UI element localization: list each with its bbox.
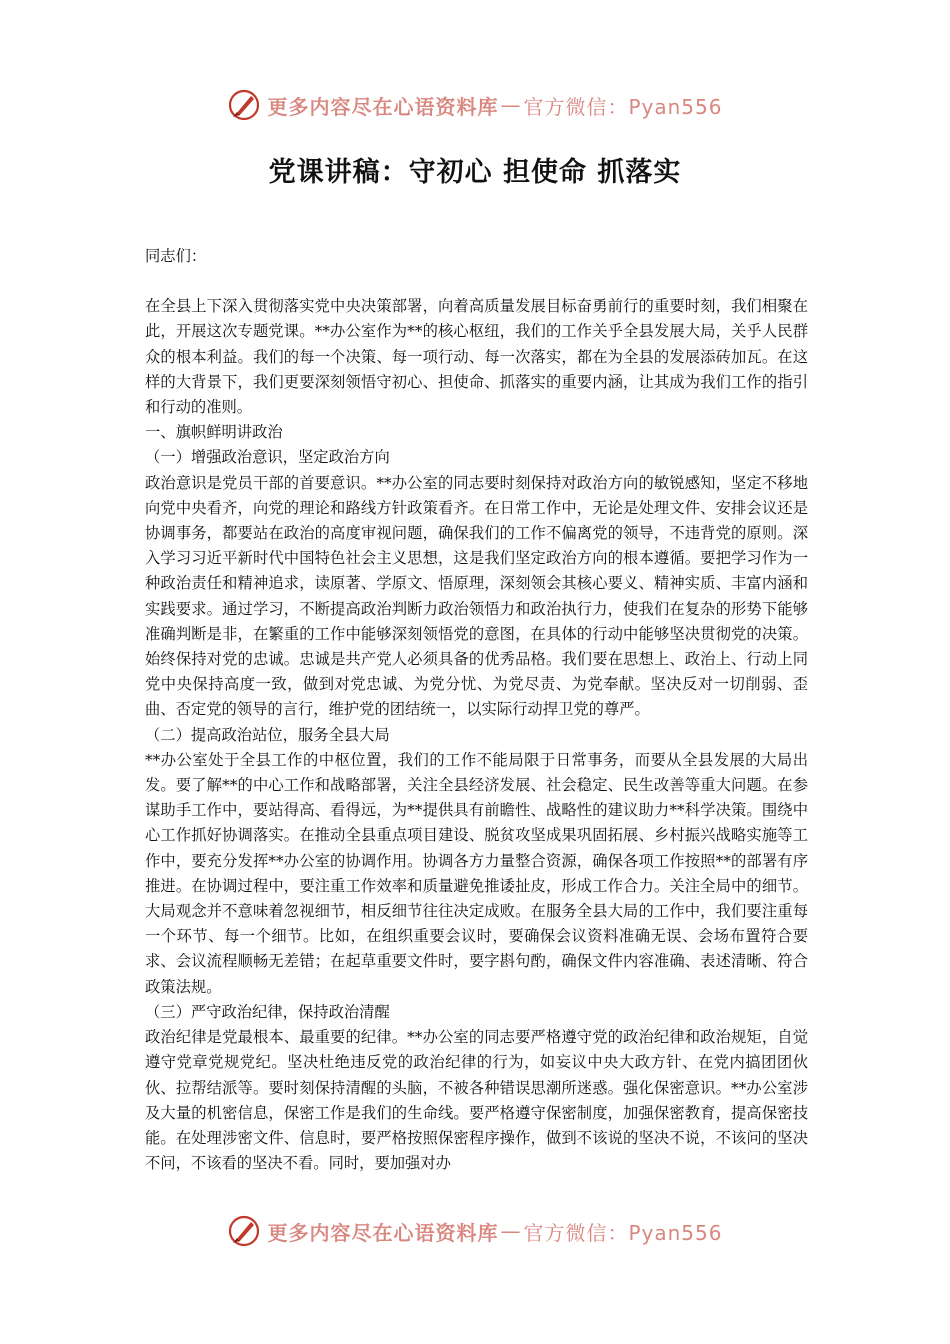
- subsection-heading-1: （一）增强政治意识，坚定政治方向: [145, 448, 390, 467]
- intro-paragraph: 在全县上下深入贯彻落实党中央决策部署，向着高质量发展目标奋勇前行的重要时刻，我们相聚在此，开展这次专题党课。**办公室作为**的核心枢纽，我们的工作关乎全县发展大局，关乎人民群众的根本利益。我们的每一个决策、每一项行动、每一次落实，都在为全县的发展添砖加瓦。在这样的大背景下，我们更要深刻领悟守初心、担使命、抓落实的重要内涵，让其成为我们工作的指引和行动的准则。: [145, 297, 808, 417]
- salutation: 同志们：: [145, 247, 207, 265]
- subsection-body-3: 政治纪律是党最根本、最重要的纪律。**办公室的同志要严格遵守党的政治纪律和政治规矩，自觉遵守党章党规党纪。坚决杜绝违反党的政治纪律的行为，如妄议中央大政方针、在党内搞团团伙伙、拉帮结派等。要时刻保持清醒的头脑，不被各种错误思潮所迷惑。强化保密意识。**办公室涉及大量的机密信息，保密工作是我们的生命线。要严格遵守保密制度，加强保密教育，提高保密技能。在处理涉密文件、信息时，要严格按照保密程序操作，做到不该说的坚决不说，不该问的坚决不问，不该看的坚决不看。同时，要加强对办: [145, 1028, 808, 1173]
- watermark-footer: [0, 1214, 950, 1248]
- watermark-text: 更多内容尽在心语资料库: [267, 1220, 499, 1245]
- pen-logo-icon: [227, 1214, 261, 1248]
- section-heading-1: 一、旗帜鲜明讲政治: [145, 423, 283, 442]
- pen-logo-icon: [227, 88, 261, 122]
- document-body: [145, 244, 808, 1176]
- subsection-heading-3: （三）严守政治纪律，保持政治清醒: [145, 1002, 390, 1021]
- watermark-wechat: 官方微信：Pyan556: [523, 94, 723, 119]
- subsection-body-2: **办公室处于全县工作的中枢位置，我们的工作不能局限于日常事务，而要从全县发展的大局出发。要了解**的中心工作和战略部署，关注全县经济发展、社会稳定、民生改善等重大问题。在参谋助手工作中，要站得高、看得远，为**提供具有前瞻性、战略性的建议助力**科学决策。围绕中心工作抓好协调落实。在推动全县重点项目建设、脱贫攻坚成果巩固拓展、乡村振兴战略实施等工作中，要充分发挥**办公室的协调作用。协调各方力量整合资源，确保各项工作按照**的部署有序推进。在协调过程中，要注重工作效率和质量避免推诿扯皮，形成工作合力。关注全局中的细节。大局观念并不意味着忽视细节，相反细节往往决定成败。在服务全县大局的工作中，我们要注重每一个环节、每一个细节。比如，在组织重要会议时，要确保会议资料准确无误、会场布置符合要求、会议流程顺畅无差错；在起草重要文件时，要字斟句酌，确保文件内容准确、表述清晰、符合政策法规。: [145, 750, 808, 996]
- watermark-separator: —: [500, 93, 522, 117]
- subsection-heading-2: （二）提高政治站位，服务全县大局: [145, 725, 390, 744]
- watermark-wechat: 官方微信：Pyan556: [523, 1220, 723, 1245]
- watermark-text: 更多内容尽在心语资料库: [267, 94, 499, 119]
- watermark-separator: —: [500, 1219, 522, 1243]
- document-title: 党课讲稿：守初心 担使命 抓落实: [268, 157, 682, 188]
- watermark-header: [0, 88, 950, 122]
- subsection-body-1: 政治意识是党员干部的首要意识。**办公室的同志要时刻保持对政治方向的敏锐感知，坚定不移地向党中央看齐，向党的理论和路线方针政策看齐。在日常工作中，无论是处理文件、安排会议还是协调事务，都要站在政治的高度审视问题，确保我们的工作不偏离党的领导，不违背党的原则。深入学习习近平新时代中国特色社会主义思想，这是我们坚定政治方向的根本遵循。要把学习作为一种政治责任和精神追求，读原著、学原文、悟原理，深刻领会其核心要义、精神实质、丰富内涵和实践要求。通过学习，不断提高政治判断力政治领悟力和政治执行力，使我们在复杂的形势下能够准确判断是非，在繁重的工作中能够深刻领悟党的意图，在具体的行动中能够坚决贯彻党的决策。始终保持对党的忠诚。忠诚是共产党人必须具备的优秀品格。我们要在思想上、政治上、行动上同党中央保持高度一致，做到对党忠诚、为党分忧、为党尽责、为党奉献。坚决反对一切削弱、歪曲、否定党的领导的言行，维护党的团结统一，以实际行动捍卫党的尊严。: [145, 473, 808, 719]
